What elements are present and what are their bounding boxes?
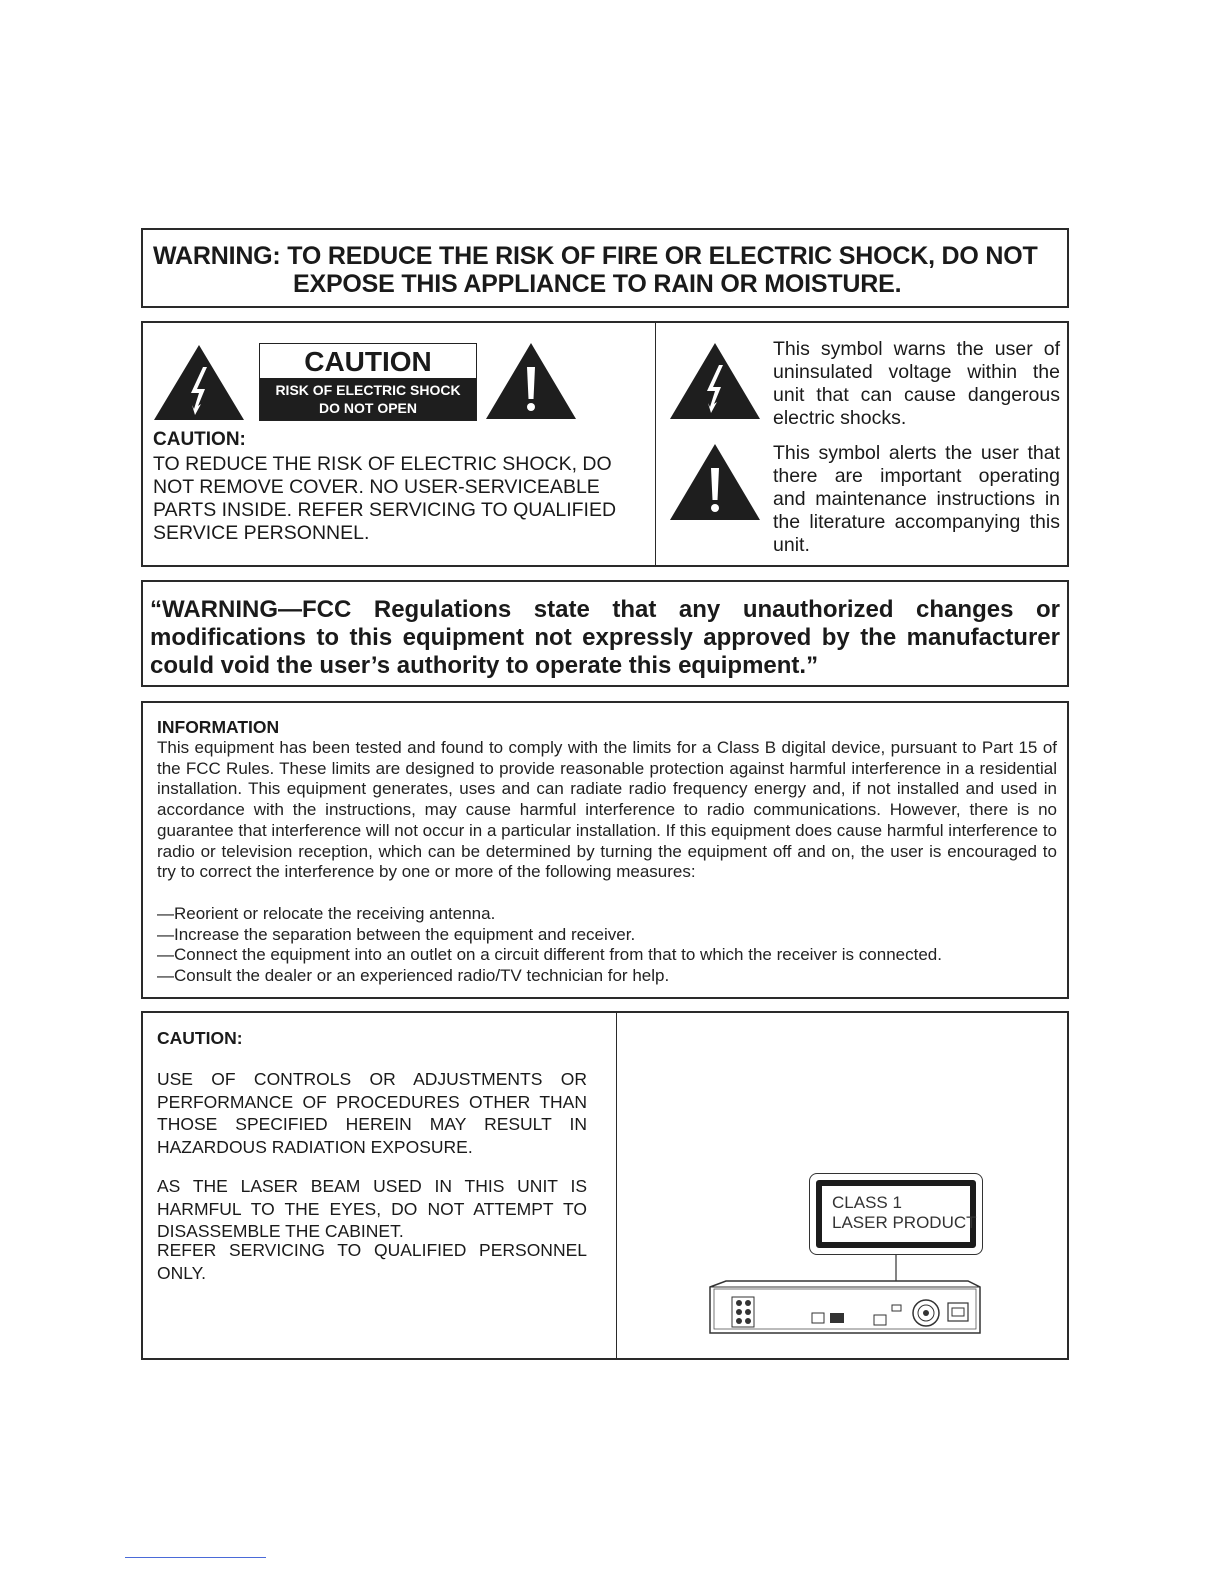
laser-caution-box [141,1011,1069,1360]
fcc-warning-box [141,580,1069,687]
player-rear-panel-illustration [698,1253,988,1343]
caution-label-band [260,378,476,420]
class-label-frame [816,1180,976,1248]
lightning-warning-icon [152,343,246,422]
laser-caution-heading: CAUTION: [157,1028,243,1048]
measure-item: —Reorient or relocate the receiving antenna. [157,904,496,923]
laser-caution-paragraph-1: USE OF CONTROLS OR ADJUSTMENTS OR PERFORMANCE OF PROCEDURES OTHER THAN THOSE SPECIFIED HEREIN MAY RESULT IN HAZARDOUS RADIATION EXPOSURE. [157,1069,587,1157]
class-label-line-2: LASER PRODUCT [832,1213,977,1232]
exclamation-symbol-text: This symbol alerts the user that there are important operating and maintenance instructions in the literature accompanying this unit. [773,442,1060,556]
warning-line-1: WARNING: TO REDUCE THE RISK OF FIRE OR ELECTRIC SHOCK, DO NOT [153,242,1038,270]
caution-label-band-line-2: DO NOT OPEN [318,400,417,416]
caution-text: TO REDUCE THE RISK OF ELECTRIC SHOCK, DO NOT REMOVE COVER. NO USER-SERVICEABLE PARTS INSIDE. REFER SERVICING TO QUALIFIED SERVICE PERSONNEL. [153,453,617,544]
information-box [141,701,1069,999]
information-heading: INFORMATION [157,717,280,737]
lightning-symbol-text: This symbol warns the user of uninsulated voltage within the unit that can cause dangerous electric shocks. [773,338,1060,429]
fcc-warning-text: “WARNING—FCC Regulations state that any unauthorized changes or modifications to this equipment not expressly approved by the manufacturer could void the user’s authority to operate this equipment.” [150,596,1060,679]
laser-caution-paragraph-3: REFER SERVICING TO QUALIFIED PERSONNEL ONLY. [157,1240,587,1283]
warning-box [141,228,1069,308]
caution-divider [655,323,656,565]
exclamation-warning-icon [484,341,578,421]
caution-symbols-box [141,321,1069,567]
caution-label-band-line-1: RISK OF ELECTRIC SHOCK [275,382,461,398]
footnote-rule [125,1557,266,1558]
measure-item: —Consult the dealer or an experienced radio/TV technician for help. [157,966,670,986]
exclamation-symbol-icon [668,442,762,522]
caution-label-title: CAUTION [304,346,432,377]
laser-caution-paragraph-2: AS THE LASER BEAM USED IN THIS UNIT IS HARMFUL TO THE EYES, DO NOT ATTEMPT TO DISASSEMBLE THE CABINET. [157,1176,587,1241]
class-label-line-1: CLASS 1 [832,1193,902,1212]
caution-label [259,343,477,421]
information-body: This equipment has been tested and found to comply with the limits for a Class B digital device, pursuant to Part 15 of the FCC Rules. These limits are designed to provide reasonable protection against harmful interference in a residential installation. This equipment generates, uses and can radiate radio frequency energy and, if not installed and used in accordance with the instructions, may cause harmful interference to radio communications. However, there is no guarantee that interference will not occur in a particular installation. If this equipment does cause harmful interference to radio or television reception, which can be determined by turning the equipment off and on, the user is encouraged to try to correct the interference by one or more of the following measures: [157,738,1057,882]
warning-line-2: EXPOSE THIS APPLIANCE TO RAIN OR MOISTURE. [293,270,902,298]
measures-list [157,904,1057,987]
measure-item: —Connect the equipment into an outlet on a circuit different from that to which the receiver is connected. [157,945,942,965]
measure-item: —Increase the separation between the equipment and receiver. [157,924,636,944]
class-1-laser-label [809,1173,983,1255]
lightning-symbol-icon [668,341,762,421]
laser-divider [616,1013,617,1358]
caution-heading: CAUTION: [153,429,246,450]
